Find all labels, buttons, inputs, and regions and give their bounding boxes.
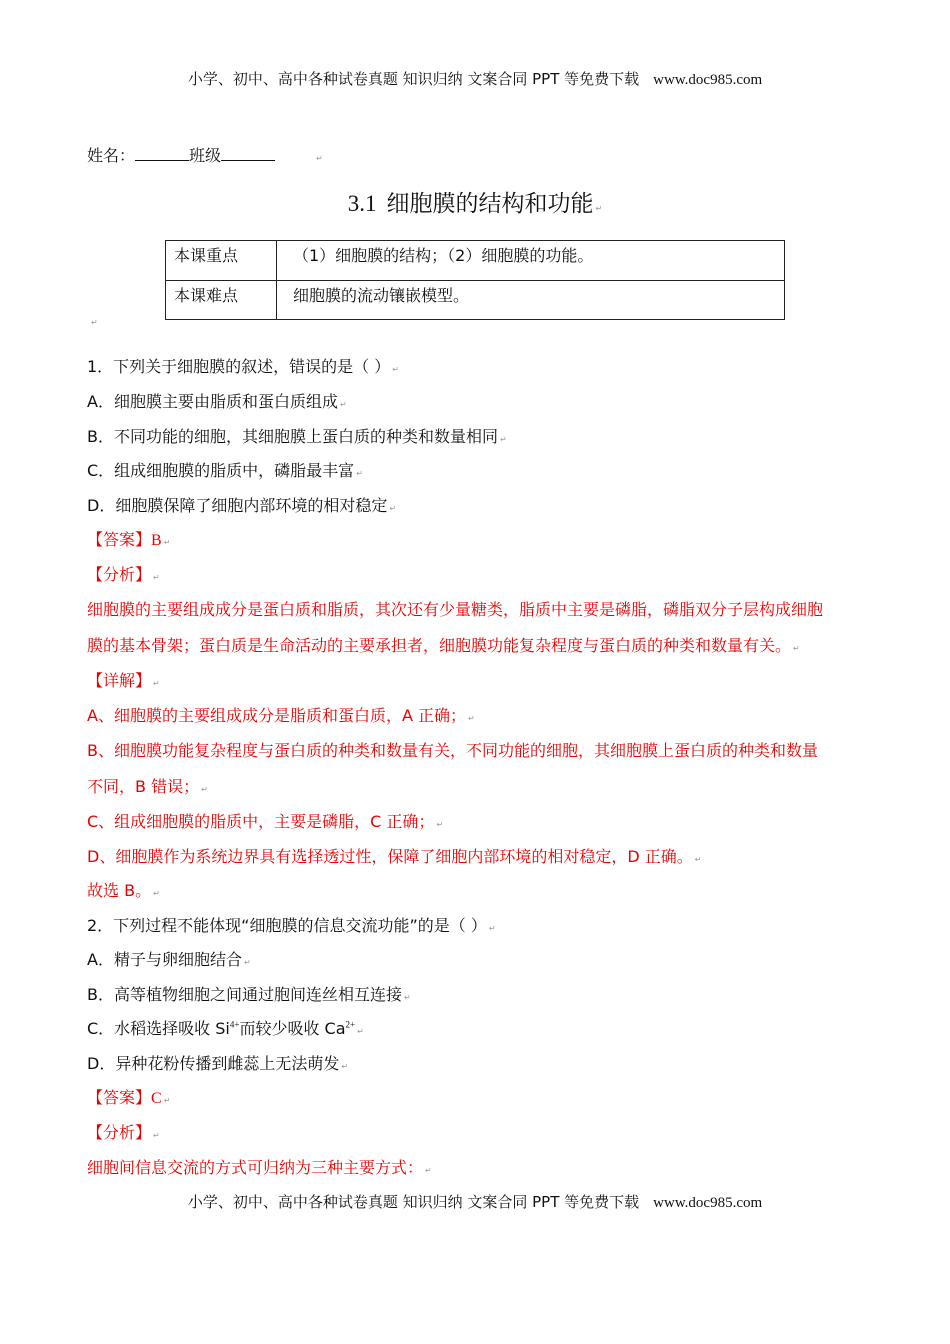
q1-option-a: A．细胞膜主要由脂质和蛋白质组成 ↵ <box>87 392 347 411</box>
q2-option-c: C．水稻选择吸收 $Si^{4+}$而较少吸收 $Ca^{2+}↵$ <box>87 1019 364 1038</box>
title-text: 细胞膜的结构和功能 <box>386 191 594 217</box>
name-blank[interactable] <box>135 146 189 161</box>
footer-banner <box>0 1191 950 1212</box>
title-number: 3.1 <box>347 191 377 216</box>
q1-analysis-line-2: 膜的基本骨架；蛋白质是生命活动的主要承担者，细胞膜功能复杂程度与蛋白质的种类和数量有关。 ↵ <box>87 636 800 655</box>
q1-detail-d: D、细胞膜作为系统边界具有选择透过性，保障了细胞内部环境的相对稳定，D 正确。 ↵ <box>87 847 702 866</box>
focus-label: 本课重点 <box>166 241 277 281</box>
difficulty-value: 细胞膜的流动镶嵌模型。 <box>277 281 785 320</box>
q2-option-d: D．异种花粉传播到雌蕊上无法萌发 ↵ <box>87 1054 349 1073</box>
table-row <box>166 281 785 320</box>
q1-detail-c: C、组成细胞膜的脂质中，主要是磷脂，C 正确； ↵ <box>87 812 444 831</box>
class-blank[interactable] <box>221 146 275 161</box>
name-label: 姓名： <box>87 146 136 165</box>
focus-value: （1）细胞膜的结构；（2）细胞膜的功能。 <box>277 241 785 281</box>
q1-option-d: D．细胞膜保障了细胞内部环境的相对稳定 ↵ <box>87 496 397 515</box>
lesson-focus-table <box>165 240 785 320</box>
q2-answer: 【答案】C ↵ <box>87 1088 171 1107</box>
header-banner <box>0 68 950 89</box>
header-banner-text: 小学、初中、高中各种试卷真题 知识归纳 文案合同 PPT 等免费下载 <box>187 70 640 88</box>
q2-stem: 2．下列过程不能体现“细胞膜的信息交流功能”的是（ ） ↵ <box>87 916 496 935</box>
class-label: 班级 <box>189 146 222 165</box>
q1-detail-label: 【详解】 ↵ <box>87 671 160 690</box>
q1-detail-a: A、细胞膜的主要组成成分是脂质和蛋白质，A 正确； ↵ <box>87 706 475 725</box>
difficulty-label: 本课难点 <box>166 281 277 320</box>
q1-answer: 【答案】B ↵ <box>87 530 171 549</box>
q1-stem: 1．下列关于细胞膜的叙述，错误的是（ ） ↵ <box>87 357 399 376</box>
footer-site-link[interactable]: www.doc985.com <box>653 1195 763 1211</box>
footer-banner-text: 小学、初中、高中各种试卷真题 知识归纳 文案合同 PPT 等免费下载 <box>187 1193 640 1211</box>
page-title: 3.1 细胞膜的结构和功能 ↵ <box>347 191 603 217</box>
q1-conclusion: 故选 B。 ↵ <box>87 881 160 900</box>
q1-detail-b-line-2: 不同，B 错误； ↵ <box>87 777 208 796</box>
q1-analysis-label: 【分析】 ↵ <box>87 565 160 584</box>
name-class-line: 姓名： 班级 ↵ <box>87 146 323 165</box>
q2-option-a: A．精子与卵细胞结合 ↵ <box>87 950 251 969</box>
q1-option-c: C．组成细胞膜的脂质中，磷脂最丰富 ↵ <box>87 461 363 480</box>
q2-analysis-label: 【分析】 ↵ <box>87 1123 160 1142</box>
q2-analysis: 细胞间信息交流的方式可归纳为三种主要方式： ↵ <box>87 1158 432 1177</box>
q2-option-b: B．高等植物细胞之间通过胞间连丝相互连接 ↵ <box>87 985 411 1004</box>
table-row <box>166 241 785 281</box>
q1-detail-b-line-1: B、细胞膜功能复杂程度与蛋白质的种类和数量有关，不同功能的细胞，其细胞膜上蛋白质的种类和数量 <box>87 741 818 760</box>
header-site-link[interactable]: www.doc985.com <box>653 72 763 88</box>
q1-option-b: B．不同功能的细胞，其细胞膜上蛋白质的种类和数量相同 ↵ <box>87 427 507 446</box>
q1-analysis-line-1: 细胞膜的主要组成成分是蛋白质和脂质，其次还有少量糖类，脂质中主要是磷脂，磷脂双分子层构成细胞 <box>87 600 824 619</box>
